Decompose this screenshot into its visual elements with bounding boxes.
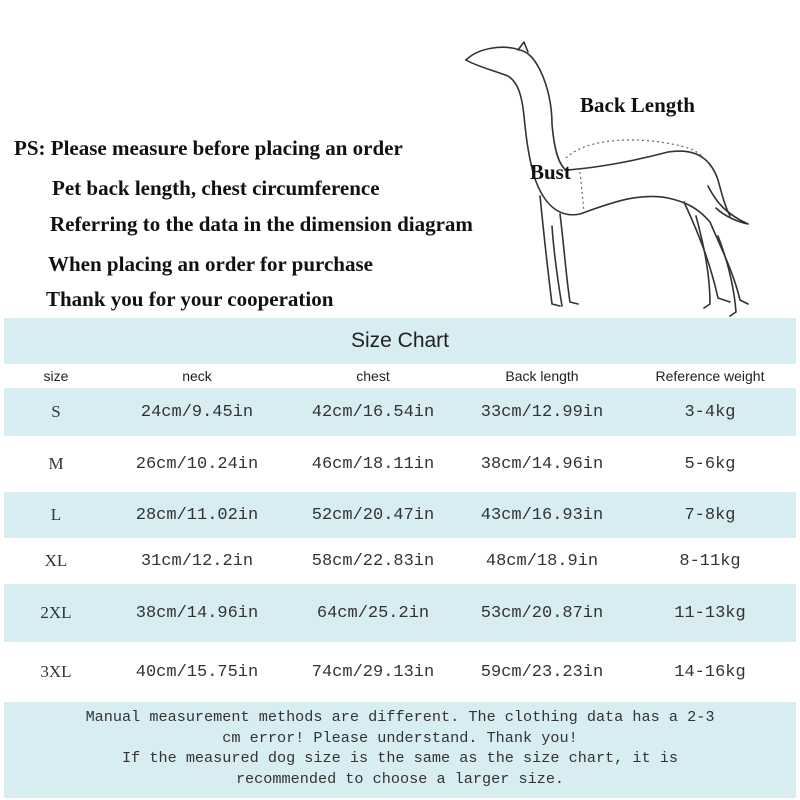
header-back-length: Back length — [505, 368, 579, 384]
chest-cell: 58cm/22.83in — [311, 551, 435, 571]
back-length-cell: 53cm/20.87in — [480, 603, 604, 623]
disclaimer-line: Manual measurement methods are different. The clothing data has a 2-3 — [85, 708, 715, 726]
note-line: PS: Please measure before placing an order — [14, 136, 403, 160]
back-length-cell: 43cm/16.93in — [480, 505, 604, 525]
header-reference-weight: Reference weight — [655, 368, 765, 384]
table-row — [4, 492, 796, 538]
size-cell: 2XL — [40, 603, 72, 622]
weight-cell: 5-6kg — [684, 454, 736, 474]
table-row — [4, 538, 796, 584]
size-chart-title: Size Chart — [4, 318, 796, 364]
table-row — [4, 584, 796, 642]
back-length-cell: 59cm/23.23in — [480, 662, 604, 682]
back-length-cell: 33cm/12.99in — [480, 402, 604, 422]
header-size: size — [43, 368, 69, 384]
neck-cell: 31cm/12.2in — [140, 551, 254, 571]
size-cell: M — [48, 454, 64, 473]
table-row — [4, 436, 796, 492]
chest-cell: 42cm/16.54in — [311, 402, 435, 422]
disclaimer-line: recommended to choose a larger size. — [235, 769, 565, 788]
measurement-disclaimer — [4, 702, 796, 798]
dog-outline-diagram — [448, 36, 768, 326]
back-length-cell: 38cm/14.96in — [480, 454, 604, 474]
note-line: Pet back length, chest circumference — [52, 176, 380, 200]
weight-cell: 11-13kg — [674, 603, 746, 623]
neck-cell: 40cm/15.75in — [135, 662, 259, 682]
header-neck: neck — [182, 368, 212, 384]
neck-cell: 24cm/9.45in — [140, 402, 254, 422]
size-chart-table — [4, 318, 796, 798]
size-cell: L — [50, 505, 62, 524]
chest-cell: 46cm/18.11in — [311, 454, 435, 474]
note-line: Thank you for your cooperation — [46, 287, 334, 311]
note-line: Referring to the data in the dimension diagram — [50, 212, 473, 236]
disclaimer-line: cm error! Please understand. Thank you! — [222, 728, 578, 747]
weight-cell: 8-11kg — [679, 551, 741, 571]
instructions-panel — [0, 0, 800, 318]
table-header-row — [4, 364, 796, 388]
note-line: When placing an order for purchase — [48, 252, 373, 276]
neck-cell: 26cm/10.24in — [135, 454, 259, 474]
weight-cell: 7-8kg — [684, 505, 736, 525]
back-length-cell: 48cm/18.9in — [485, 551, 599, 571]
chest-cell: 52cm/20.47in — [311, 505, 435, 525]
table-row — [4, 388, 796, 436]
neck-cell: 28cm/11.02in — [135, 505, 259, 525]
table-row — [4, 642, 796, 702]
back-length-label: Back Length — [580, 93, 695, 117]
chest-cell: 64cm/25.2in — [316, 603, 430, 623]
weight-cell: 14-16kg — [674, 662, 746, 682]
size-cell: 3XL — [40, 662, 72, 681]
bust-label: Bust — [530, 160, 571, 184]
weight-cell: 3-4kg — [684, 402, 736, 422]
size-cell: S — [51, 402, 61, 421]
chest-cell: 74cm/29.13in — [311, 662, 435, 682]
header-chest: chest — [356, 368, 390, 384]
neck-cell: 38cm/14.96in — [135, 603, 259, 623]
disclaimer-line: If the measured dog size is the same as the size chart, it is — [122, 749, 678, 767]
size-cell: XL — [44, 551, 68, 570]
